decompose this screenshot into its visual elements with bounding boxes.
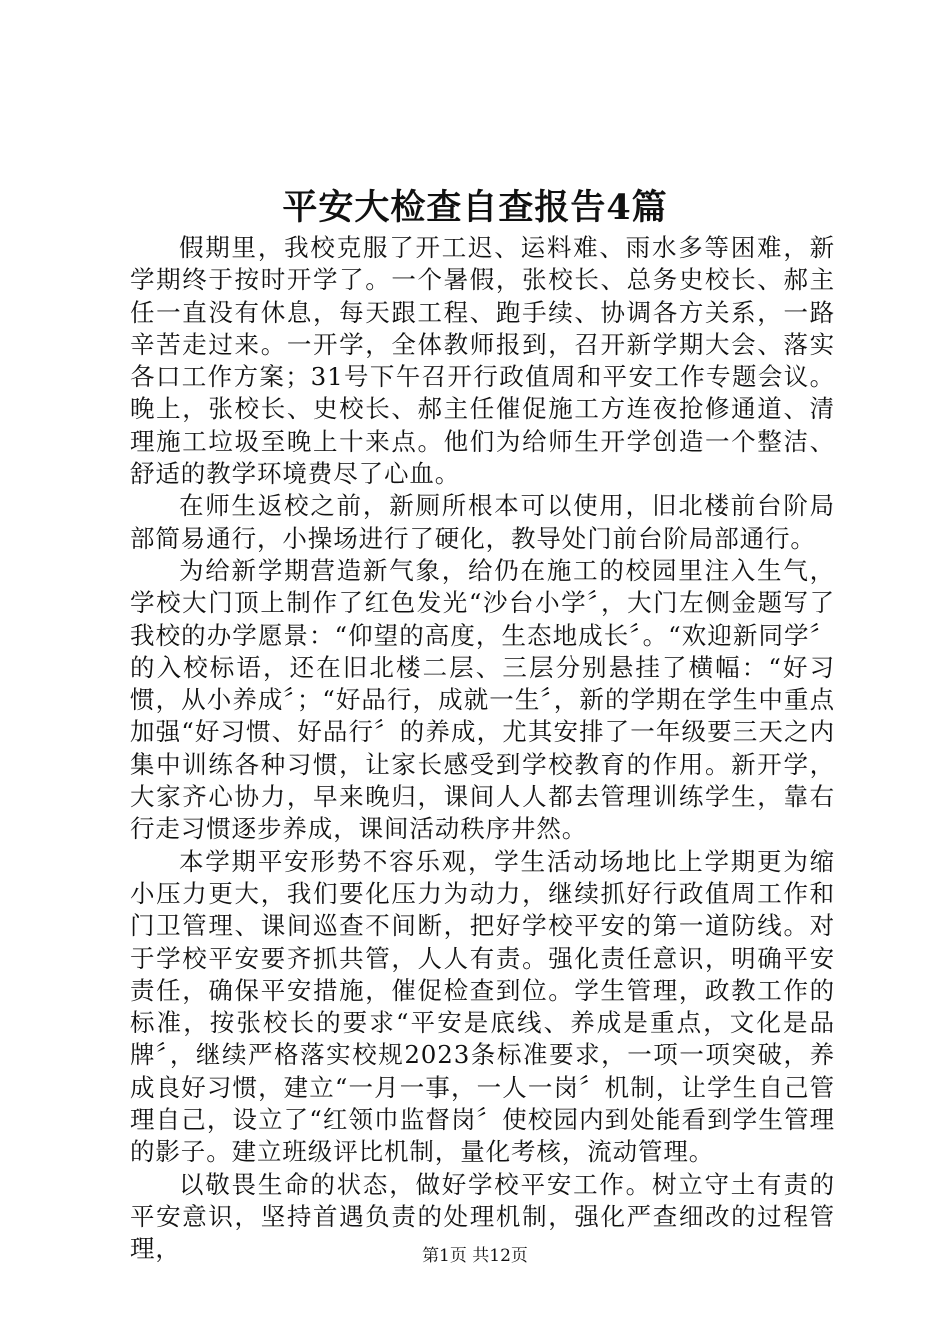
paragraph: 在师生返校之前，新厕所根本可以使用，旧北楼前台阶局部简易通行，小操场进行了硬化，教导处门前台阶局部通行。: [130, 491, 835, 553]
paragraph: 假期里，我校克服了开工迟、运料难、雨水多等困难，新学期终于按时开学了。一个暑假，张校长、总务史校长、郝主任一直没有休息，每天跟工程、跑手续、协调各方关系，一路辛苦走过来。一开学，全体教师报到，召开新学期大会、落实各口工作方案；31号下午召开行政值周和平安工作专题会议。晚上，张校长、史校长、郝主任催促施工方连夜抢修通道、清理施工垃圾至晚上十来点。他们为给师生开学创造一个整洁、舒适的教学环境费尽了心血。: [130, 233, 835, 489]
document-body: [130, 232, 835, 1266]
page-footer: 第1页 共12页: [422, 1246, 528, 1266]
paragraph: 为给新学期营造新气象，给仍在施工的校园里注入生气，学校大门顶上制作了红色发光“沙台小学〞，大门左侧金题写了我校的办学愿景：“仰望的高度，生态地成长〞。“欢迎新同学〞的入校标语，还在旧北楼二层、三层分别悬挂了横幅：“好习惯，从小养成〞；“好品行，成就一生〞，新的学期在学生中重点加强“好习惯、好品行〞的养成，尤其安排了一年级要三天之内集中训练各种习惯，让家长感受到学校教育的作用。新开学，大家齐心协力，早来晚归，课间人人都去管理训练学生，靠右行走习惯逐步养成，课间活动秩序井然。: [130, 555, 835, 844]
paragraph: 以敬畏生命的状态，做好学校平安工作。树立守土有责的平安意识，坚持首遇负责的处理机制，强化严查细改的过程管理，: [130, 1169, 835, 1264]
paragraph: 本学期平安形势不容乐观，学生活动场地比上学期更为缩小压力更大，我们要化压力为动力，继续抓好行政值周工作和门卫管理、课间巡查不间断，把好学校平安的第一道防线。对于学校平安要齐抓共管，人人有责。强化责任意识，明确平安责任，确保平安措施，催促检查到位。学生管理，政教工作的标准，按张校长的要求“平安是底线、养成是重点，文化是品牌〞，继续严格落实校规2023条标准要求，一项一项突破，养成良好习惯，建立“一月一事，一人一岗〞机制，让学生自己管理自己，设立了“红领巾监督岗〞使校园内到处能看到学生管理的影子。建立班级评比机制，量化考核，流动管理。: [130, 846, 835, 1167]
document-title: 平安大检查自查报告4篇: [282, 187, 668, 229]
